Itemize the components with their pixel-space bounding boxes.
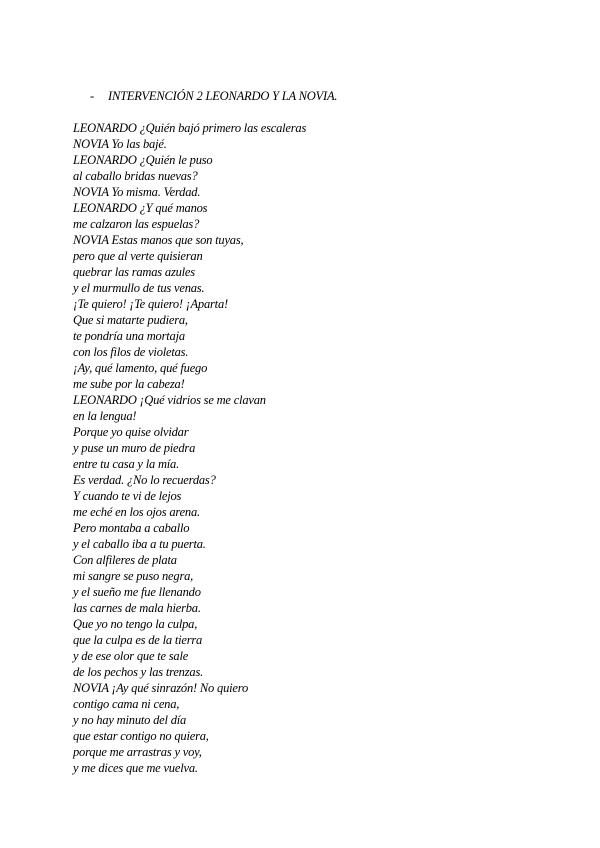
dialogue-line: y de ese olor que te sale xyxy=(73,649,189,663)
dialogue-line: pero que al verte quisieran xyxy=(73,249,203,263)
dialogue-line: me eché en los ojos arena. xyxy=(73,505,200,519)
dialogue-line: Porque yo quise olvidar xyxy=(73,425,189,439)
dialogue-line: NOVIA Estas manos que son tuyas, xyxy=(73,233,244,247)
dialogue-line: NOVIA Yo misma. Verdad. xyxy=(73,185,201,199)
dialogue-line: te pondría una mortaja xyxy=(73,329,185,343)
dialogue-line: Y cuando te vi de lejos xyxy=(73,489,182,503)
dialogue-line: Pero montaba a caballo xyxy=(73,521,190,535)
dialogue-line: LEONARDO ¡Qué vidrios se me clavan xyxy=(73,393,266,407)
dialogue-line: que estar contigo no quiera, xyxy=(73,729,209,743)
section-heading xyxy=(90,88,337,104)
dialogue-line: Con alfileres de plata xyxy=(73,553,177,567)
dialogue-line: y el caballo iba a tu puerta. xyxy=(73,537,206,551)
dialogue-line: LEONARDO ¿Quién bajó primero las escaleras xyxy=(73,121,307,135)
dialogue-line: entre tu casa y la mía. xyxy=(73,457,180,471)
dialogue-line: al caballo bridas nuevas? xyxy=(73,169,198,183)
dialogue-line: Es verdad. ¿No lo recuerdas? xyxy=(73,473,216,487)
dialogue-line: ¡Te quiero! ¡Te quiero! ¡Aparta! xyxy=(73,297,228,311)
dialogue-line: mi sangre se puso negra, xyxy=(73,569,194,583)
dialogue-line: contigo cama ni cena, xyxy=(73,697,180,711)
dialogue-line: con los filos de violetas. xyxy=(73,345,189,359)
dialogue-line: ¡Ay, qué lamento, qué fuego xyxy=(73,361,208,375)
dialogue-line: LEONARDO ¿Quién le puso xyxy=(73,153,213,167)
dialogue-line: NOVIA Yo las bajé. xyxy=(73,137,167,151)
dialogue-line: las carnes de mala hierba. xyxy=(73,601,201,615)
dialogue-line: de los pechos y las trenzas. xyxy=(73,665,204,679)
dialogue-line: y el murmullo de tus venas. xyxy=(73,281,205,295)
dialogue-line: Que si matarte pudiera, xyxy=(73,313,188,327)
heading-text: INTERVENCIÓN 2 LEONARDO Y LA NOVIA. xyxy=(108,89,338,103)
dialogue-line: y el sueño me fue llenando xyxy=(73,585,201,599)
dialogue-line: Que yo no tengo la culpa, xyxy=(73,617,198,631)
heading-bullet-dash: - xyxy=(90,89,94,103)
dialogue-line: me sube por la cabeza! xyxy=(73,377,185,391)
dialogue-line: me calzaron las espuelas? xyxy=(73,217,200,231)
dialogue-line: y puse un muro de piedra xyxy=(73,441,196,455)
dialogue-lines xyxy=(73,120,306,776)
dialogue-line: en la lengua! xyxy=(73,409,137,423)
dialogue-line: y me dices que me vuelva. xyxy=(73,761,198,775)
dialogue-line: NOVIA ¡Ay qué sinrazón! No quiero xyxy=(73,681,248,695)
dialogue-line: LEONARDO ¿Y qué manos xyxy=(73,201,208,215)
dialogue-line: y no hay minuto del día xyxy=(73,713,187,727)
dialogue-line: quebrar las ramas azules xyxy=(73,265,195,279)
dialogue-line: porque me arrastras y voy, xyxy=(73,745,202,759)
dialogue-line: que la culpa es de la tierra xyxy=(73,633,203,647)
